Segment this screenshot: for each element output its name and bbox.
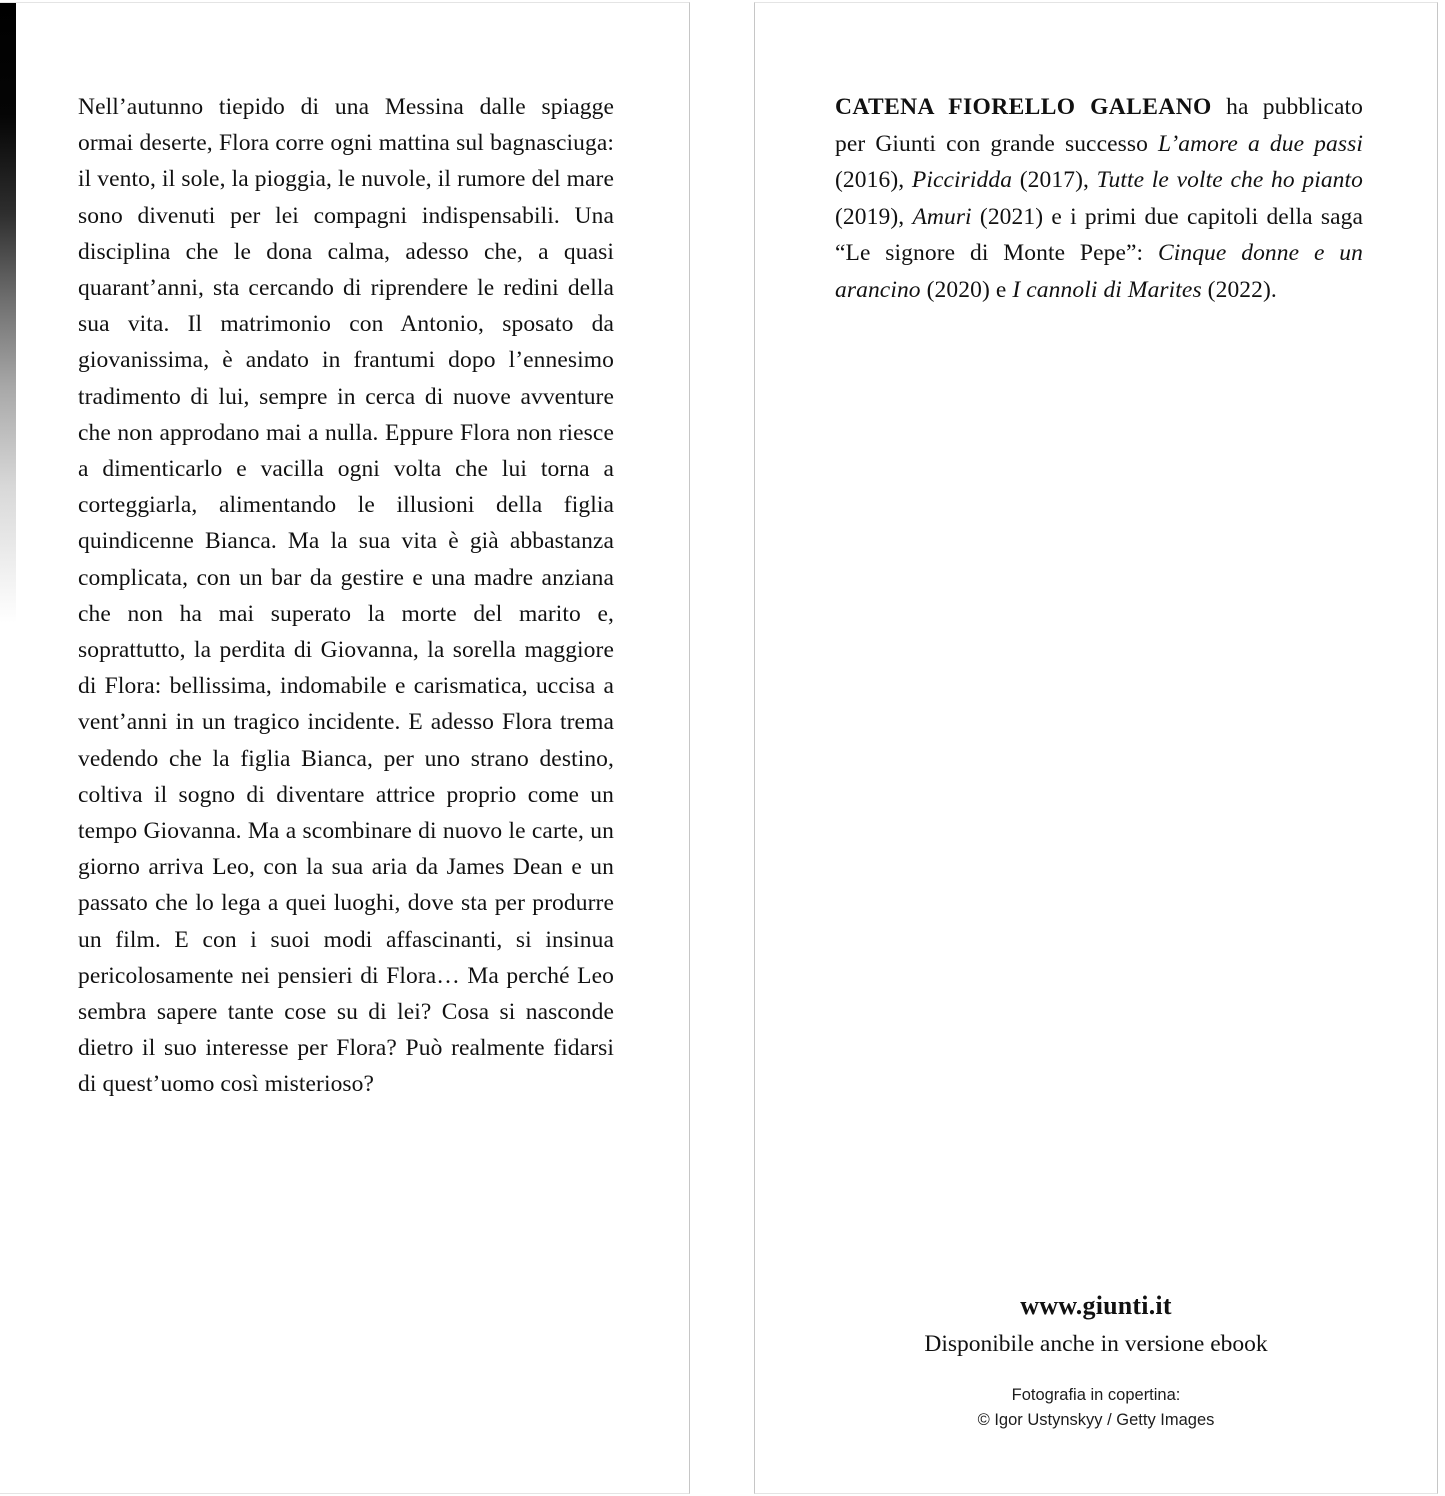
book-blurb-text: Nell’autunno tiepido di una Messina dalle spiagge ormai deserte, Flora corre ogni mattina sul bagnasciuga: il vento, il sole, la pioggia, le nuvole, il rumore del mare sono divenuti per lei compagni indispensabili. Una disciplina che le dona calma, adesso che, a quasi quarant’anni, sta cercando di riprendere le redini della sua vita. Il matrimonio con Antonio, sposato da giovanissima, è andato in frantumi dopo l’ennesimo tradimento di lui, sempre in cerca di nuove avventure che non approdano mai a nulla. Eppure Flora non riesce a dimenticarlo e vacilla ogni volta che lui torna a corteggiarla, alimentando le illusioni della figlia quindicenne Bianca. Ma la sua vita è già abbastanza complicata, con un bar da gestire e una madre anziana che non ha mai superato la morte del marito e, soprattutto, la perdita di Giovanna, la sorella maggiore di Flora: bellissima, indomabile e carismatica, uccisa a vent’anni in un tragico incidente. E adesso Flora trema vedendo che la figlia Bianca, per uno strano destino, coltiva il sogno di diventare attrice proprio come un tempo Giovanna. Ma a scombinare di nuovo le carte, un giorno arriva Leo, con la sua aria da James Dean e un passato che lo lega a quei luoghi, dove sta per produrre un film. E con i suoi modi affascinanti, si insinua pericolosamente nei pensieri di Flora… Ma perché Leo sembra sapere tante cose su di lei? Cosa si nasconde dietro il suo interesse per Flora? Può realmente fidarsi di quest’uomo così misterioso?: [78, 94, 614, 1098]
bio-segment: ha pubblicato per Giunti con grande successo: [835, 94, 1364, 157]
bio-segment: (2017),: [1012, 167, 1097, 193]
right-flap-page: [754, 2, 1438, 1494]
book-title: L’amore a due passi: [1158, 130, 1363, 157]
photo-credit-attribution: © Igor Ustynskyy / Getty Images: [977, 1411, 1215, 1429]
publisher-website-url: www.giunti.it: [1020, 1291, 1172, 1320]
author-name: CATENA FIORELLO GALEANO: [835, 94, 1212, 120]
page-edge-shadow: [0, 3, 16, 623]
bio-segment: (2016),: [835, 167, 912, 193]
book-title: Picciridda: [911, 167, 1013, 193]
book-title: Cinque donne e un arancino: [835, 240, 1363, 303]
photo-credit-label: Fotografia in copertina:: [1011, 1386, 1181, 1404]
ebook-availability-note: Disponibile anche in versione ebook: [924, 1331, 1268, 1357]
bio-segment: (2021) e i primi due capitoli della saga “Le signore di Monte Pepe”:: [835, 203, 1363, 266]
book-title: Amuri: [912, 203, 972, 230]
author-bio-text: [835, 89, 1363, 308]
bio-segment: (2019),: [835, 203, 913, 230]
bio-segment: (2020) e: [920, 276, 1013, 303]
book-title: Tutte le volte che ho pianto: [1096, 167, 1364, 193]
bio-segment: (2022).: [1201, 276, 1277, 303]
left-flap-page: [0, 2, 690, 1494]
book-title: I cannoli di Marites: [1012, 276, 1202, 303]
cover-photo-credit: [755, 1383, 1437, 1433]
